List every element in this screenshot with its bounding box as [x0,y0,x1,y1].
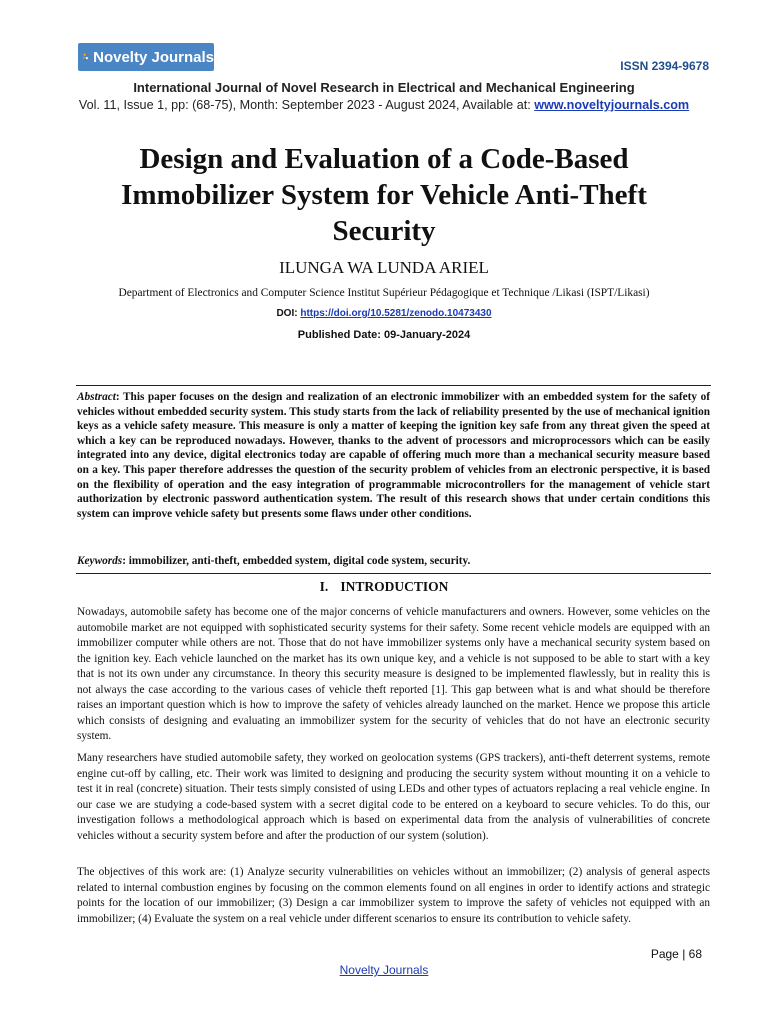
paper-title: Design and Evaluation of a Code-Based Immobilizer System for Vehicle Anti-Theft Security [121,143,647,247]
logo-text: Novelty Journals [93,48,214,66]
author-name: ILUNGA WA LUNDA ARIEL [279,258,489,277]
section-number: I. [319,579,329,594]
abstract-label: Abstract [77,391,116,403]
issn: ISSN 2394-9678 [620,59,709,73]
footer-publisher-link[interactable]: Novelty Journals [339,963,429,977]
publisher-logo [78,43,214,71]
doi-label: DOI: [276,308,298,319]
author-affiliation: Department of Electronics and Computer Science Institut Supérieur Pédagogique et Technique /Likasi (ISPT/Likasi) [118,287,650,299]
keywords-label: Keywords [77,555,123,567]
published-date: Published Date: 09-January-2024 [297,329,471,341]
section-title: INTRODUCTION [340,579,449,594]
journal-name: International Journal of Novel Research in Electrical and Mechanical Engineering [133,80,635,95]
doi-link[interactable]: https://doi.org/10.5281/zenodo.10473430 [300,308,492,319]
keywords [77,554,710,568]
body-paragraph: Many researchers have studied automobile safety, they worked on geolocation systems (GPS trackers), anti-theft deterrent systems, remote engine cut-off by calling, etc. Their work was limited to designing and producing the security system without mounting it on a vehicle to test it in real (concrete) situation. Their tests simply consisted of using LEDs and other types of actuators replacing a real vehicle engine. In our case we are studying a code-based system with a secret digital code to be entered on a keyboard to secure vehicles. To do this, our investigation follows a methodological approach which is based on experimental data from the analysis of vulnerabilities of concrete vehicles without a security system before and after the production of our system (solution). [77,752,710,842]
page-number: Page | 68 [650,947,702,961]
abstract-top-rule [76,385,711,386]
body-paragraph: The objectives of this work are: (1) Analyze security vulnerabilities on vehicles without an immobilizer; (2) analysis of general aspects related to internal combustion engines by focusing on the common elements found on all engines in order to identify actions and strategic points for the location of our immobilizer; (3) Design a car immobilizer system to improve the safety of vehicles not equipped with an immobilizer; (4) Evaluate the system on a real vehicle under different scenarios to ensure its contribution to vehicle safety. [77,866,710,925]
doi-line [0,308,768,319]
journal-info [0,98,768,112]
section-heading [0,579,768,595]
keywords-bottom-rule [76,573,711,574]
keywords-text: : immobilizer, anti-theft, embedded system, digital code system, security. [122,555,471,567]
abstract [77,390,710,521]
body-paragraph: Nowadays, automobile safety has become one of the major concerns of vehicle manufacturers and owners. However, some vehicles on the automobile market are not equipped with sophisticated security systems for their safety. Some recent vehicle models are equipped with an immobilizer computer while others are not. Those that do not have immobilizer systems only have a mechanical security system based on the ignition key. Each vehicle launched on the market has its own unique key, and a vehicle is not supposed to be able to start with a key that is not its own under any circumstance. In theory this security measure is designed to be implemented flawlessly, but in reality this is not always the case according to the various cases of vehicle theft reported [1]. This gap between what is and what should be therefore raises an important question which is how to improve the safety of vehicles already launched on the market. Hence we propose this article which consists of designing and evaluating an immobilizer system for the security of vehicles that do not have an electronic security system. [77,606,710,742]
journal-info-text: Vol. 11, Issue 1, pp: (68-75), Month: September 2023 - August 2024, Available at: [78,98,535,112]
abstract-text: : This paper focuses on the design and realization of an electronic immobilizer with an embedded system for the safety of vehicles without embedded security system. This study starts from the lack of reliability presented by the use of mechanical ignition keys as a vehicle safety measure. This measure is only a matter of keeping the ignition key safe from any threat given the speed at which a key can be reproduced nowadays. However, thanks to the advent of processors and microprocessors which can be easily integrated into any device, digital electronics today are capable of offering much more than a mechanical security measure based on a key. This paper therefore addresses the question of the security problem of vehicles from an electronic perspective, it is based on the flexibility of operation and the easy integration of programmable microcontrollers for the management of vehicle start authorization by electronic password authentication system. The result of this research shows that under certain conditions this system can improve vehicle safety but presents some flaws under other conditions. [77,391,710,520]
journal-url-link[interactable]: www.noveltyjournals.com [534,98,690,112]
logo-dots-icon [82,46,90,68]
footer [0,963,768,977]
